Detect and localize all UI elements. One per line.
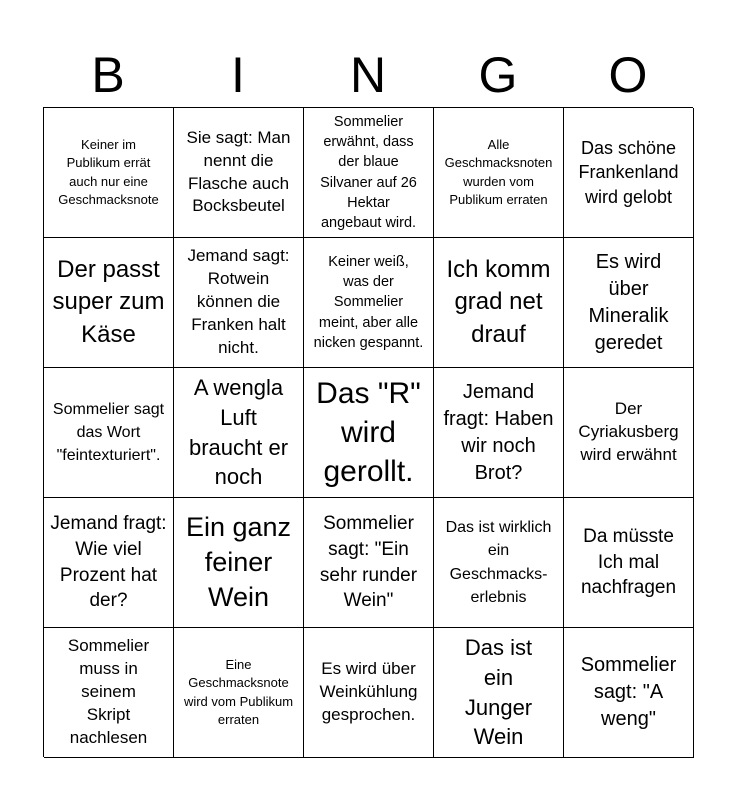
cell-text: Jemand fragt: Haben wir noch Brot? — [443, 380, 554, 484]
bingo-cell[interactable] — [434, 498, 564, 628]
cell-text: Sommelier erwähnt, dass der blaue Silvaner auf 26 Hektar angebaut wird. — [320, 113, 417, 232]
cell-text: Da müsste Ich mal nachfragen — [580, 526, 677, 599]
cell-text: Das ist ein Junger Wein — [464, 635, 533, 750]
bingo-cell[interactable] — [174, 108, 304, 238]
bingo-card — [43, 107, 693, 757]
cell-text: Sie sagt: Man nennt die Flasche auch Bocksbeutel — [186, 127, 291, 216]
bingo-cell[interactable] — [304, 238, 434, 368]
bingo-cell[interactable] — [304, 498, 434, 628]
cell-text: Sommelier sagt: "Ein sehr runder Wein" — [319, 513, 418, 612]
cell-text: Eine Geschmacksnote wird vom Publikum erraten — [183, 657, 294, 727]
bingo-cell[interactable] — [174, 238, 304, 368]
cell-text: Sommelier muss in seinem Skript nachlesen — [67, 636, 150, 747]
cell-text: Keiner weiß, was der Sommelier meint, aber alle nicken gespannt. — [313, 253, 424, 351]
header-letter-g: G — [478, 47, 518, 103]
bingo-cell[interactable] — [174, 368, 304, 498]
cell-text: Ein ganz feiner Wein — [185, 511, 292, 613]
header-letter-n: N — [349, 47, 387, 103]
bingo-cell[interactable] — [44, 628, 174, 758]
cell-text: Der Cyriakusberg wird erwähnt — [578, 399, 679, 464]
bingo-cell[interactable] — [434, 368, 564, 498]
cell-text: Jemand fragt: Wie viel Prozent hat der? — [50, 513, 167, 612]
bingo-cell[interactable] — [304, 368, 434, 498]
bingo-cell[interactable] — [174, 498, 304, 628]
bingo-cell[interactable] — [44, 498, 174, 628]
cell-text: A wengla Luft braucht er noch — [188, 375, 289, 490]
bingo-cell[interactable] — [44, 368, 174, 498]
bingo-cell[interactable] — [44, 238, 174, 368]
cell-text: Das ist wirklich ein Geschmacks-erlebnis — [445, 519, 552, 606]
bingo-cell[interactable] — [434, 628, 564, 758]
cell-text: Ich komm grad net drauf — [446, 255, 551, 348]
bingo-cell[interactable] — [564, 628, 694, 758]
bingo-cell[interactable] — [564, 108, 694, 238]
bingo-header — [43, 44, 693, 106]
cell-text: Es wird über Mineralik geredet — [588, 250, 669, 354]
cell-text: Keiner im Publikum errät auch nur eine Geschmacksnote — [58, 137, 159, 207]
header-letter-i: I — [231, 47, 245, 103]
bingo-cell[interactable] — [434, 238, 564, 368]
bingo-cell[interactable] — [564, 368, 694, 498]
header-letter-o: O — [608, 47, 648, 103]
cell-text: Das "R" wird gerollt. — [316, 377, 421, 488]
bingo-cell[interactable] — [304, 628, 434, 758]
bingo-cell[interactable] — [434, 108, 564, 238]
cell-text: Alle Geschmacksnoten wurden vom Publikum erraten — [444, 137, 553, 207]
bingo-cell[interactable] — [564, 238, 694, 368]
bingo-cell[interactable] — [174, 628, 304, 758]
cell-text: Es wird über Weinkühlung gesprochen. — [319, 659, 418, 724]
cell-text: Das schöne Frankenland wird gelobt — [578, 138, 679, 207]
header-letter-b: B — [91, 47, 125, 103]
cell-text: Sommelier sagt das Wort "feintexturiert". — [52, 400, 165, 465]
bingo-cell[interactable] — [304, 108, 434, 238]
cell-text: Sommelier sagt: "A weng" — [580, 654, 677, 730]
bingo-cell[interactable] — [44, 108, 174, 238]
cell-text: Jemand sagt: Rotwein können die Franken halt nicht. — [187, 246, 290, 357]
cell-text: Der passt super zum Käse — [52, 255, 165, 348]
bingo-cell[interactable] — [564, 498, 694, 628]
